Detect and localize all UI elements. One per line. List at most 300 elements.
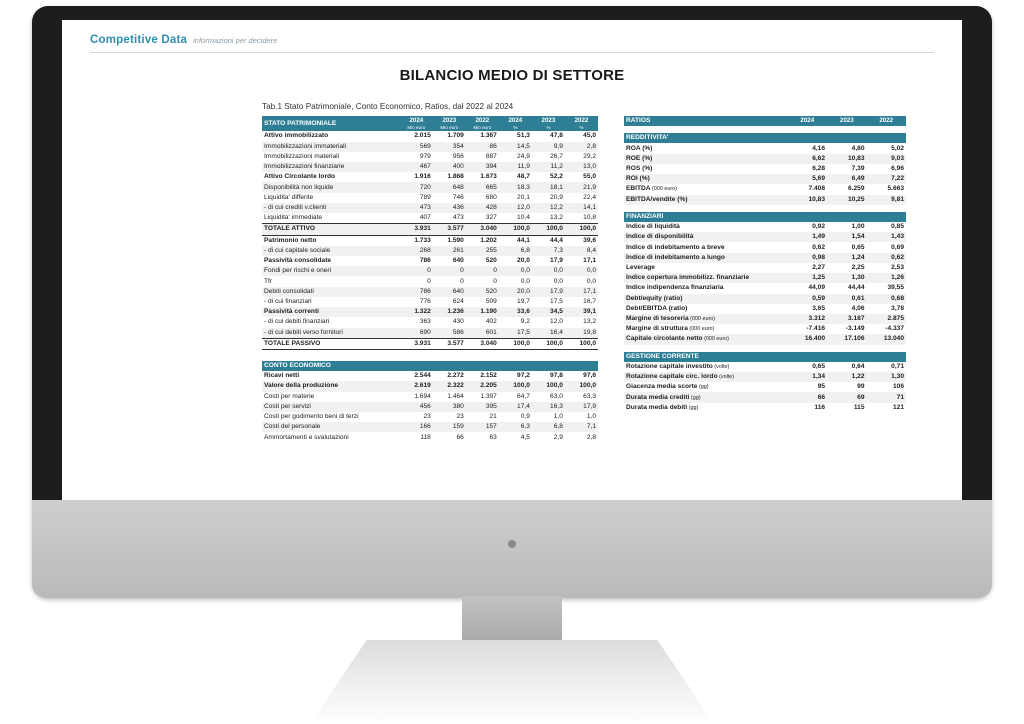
- row-label: ROE (%): [626, 154, 653, 162]
- row-value: 0,62: [891, 253, 904, 261]
- row-value: 0: [427, 267, 431, 275]
- row-value: 624: [452, 297, 464, 305]
- row-value: 1.709: [447, 132, 464, 140]
- row-value: 86: [489, 142, 497, 150]
- row-value: 8,4: [586, 246, 596, 254]
- row-value: 2,9: [553, 433, 563, 441]
- row-value: 63,0: [550, 392, 563, 400]
- row-label: Durata media debiti (gg): [626, 403, 699, 411]
- row-value: 17,9: [550, 287, 563, 295]
- row-label: Disponibilità non liquide: [264, 183, 334, 191]
- row-value: 586: [452, 328, 464, 336]
- row-label: Attivo immobilizzato: [264, 132, 329, 140]
- row-label: Debiti consolidati: [264, 287, 314, 295]
- finanziari-row: [624, 253, 906, 263]
- row-value: 789: [419, 193, 431, 201]
- row-value: -7.416: [806, 325, 826, 333]
- row-value: 6,8: [553, 423, 563, 431]
- brand-header: [90, 34, 934, 53]
- ce-row: [262, 402, 598, 412]
- redditivita-row: [624, 143, 906, 153]
- row-value: 2.322: [447, 382, 464, 390]
- row-value: 118: [420, 433, 431, 441]
- row-value: 9,9: [553, 142, 563, 150]
- row-label: - di cui crediti v.clienti: [264, 203, 327, 211]
- row-value: 63,3: [583, 392, 596, 400]
- row-value: 13,2: [583, 318, 596, 326]
- left-column: [262, 116, 598, 443]
- redditivita-row: [624, 174, 906, 184]
- row-value: 18,3: [517, 183, 530, 191]
- row-value: 16.400: [804, 335, 826, 343]
- row-unit: (000 euro): [688, 316, 716, 323]
- row-value: 14,5: [517, 142, 530, 150]
- ratios-header-label: RATIOS: [624, 116, 788, 126]
- row-unit: (volte): [712, 363, 730, 370]
- row-value: 1,26: [891, 274, 904, 282]
- row-value: 100,0: [579, 382, 596, 390]
- row-value: 100,0: [565, 224, 598, 235]
- redditivita-header-row: [624, 133, 906, 143]
- row-value: 9,2: [520, 318, 530, 326]
- row-value: 17,1: [583, 257, 596, 265]
- row-label: ROS (%): [626, 164, 653, 172]
- row-value: 0,0: [520, 267, 530, 275]
- row-label: Indice di indebitamento a breve: [626, 243, 725, 251]
- row-value: 0,0: [520, 277, 530, 285]
- finanziari-row: [624, 314, 906, 324]
- row-value: 2,53: [891, 263, 904, 271]
- row-value: 99: [857, 383, 865, 391]
- finanziari-header-row: [624, 212, 906, 222]
- row-value: 6,28: [812, 164, 826, 172]
- row-value: 10,25: [847, 195, 865, 203]
- row-value: 6,3: [520, 423, 530, 431]
- row-value: 34,5: [550, 308, 563, 316]
- ce-row: [262, 412, 598, 422]
- row-value: 17,5: [550, 297, 563, 305]
- row-value: 0,98: [812, 253, 826, 261]
- sp-row: [262, 246, 598, 256]
- row-value: 3.577: [433, 338, 466, 349]
- row-value: 0,69: [891, 243, 904, 251]
- row-value: 1.322: [414, 308, 431, 316]
- row-value: 520: [485, 257, 497, 265]
- row-label: Margine di struttura (000 euro): [626, 325, 715, 333]
- column-year-header: 2023 %: [532, 116, 565, 131]
- row-value: 354: [452, 142, 464, 150]
- spacer-row: [624, 205, 906, 212]
- row-label: Passività correnti: [264, 308, 319, 316]
- column-year-header: 2024: [788, 116, 827, 126]
- row-label: Indice indipendenza finanziaria: [626, 284, 724, 292]
- row-label: Rotazione capitale investito (volte): [626, 362, 730, 370]
- row-label: - di cui debiti finanziari: [264, 318, 330, 326]
- row-value: 0: [460, 267, 464, 275]
- row-value: 44,1: [517, 236, 530, 244]
- row-value: 6,49: [851, 175, 865, 183]
- stato-patrimoniale-header-row: [262, 116, 598, 131]
- row-unit: (000 euro): [687, 326, 715, 333]
- row-label: - di cui finanziari: [264, 297, 312, 305]
- row-value: 0,62: [812, 243, 826, 251]
- row-value: 1.694: [414, 392, 431, 400]
- ratios-table: [624, 116, 906, 413]
- row-label: Liquidita' immediate: [264, 214, 323, 222]
- redditivita-row: [624, 184, 906, 194]
- monitor-logo-icon: [508, 540, 516, 548]
- row-value: 1,49: [812, 233, 826, 241]
- section-header-label: GESTIONE CORRENTE: [624, 352, 906, 362]
- row-value: 0,0: [553, 267, 563, 275]
- row-value: 7,1: [586, 423, 596, 431]
- row-value: 786: [419, 287, 431, 295]
- row-value: 26,7: [550, 152, 563, 160]
- row-value: 44,44: [847, 284, 865, 292]
- sp-row: [262, 152, 598, 162]
- column-year-header: 2023: [827, 116, 866, 126]
- row-value: 0: [460, 277, 464, 285]
- row-value: 97,2: [517, 372, 530, 380]
- row-label: - di cui debiti verso fornitori: [264, 328, 343, 336]
- row-value: 17,4: [517, 402, 530, 410]
- row-value: 0,65: [851, 243, 865, 251]
- ce-row: [262, 432, 598, 442]
- row-value: 2.544: [414, 372, 431, 380]
- row-value: 17,9: [550, 257, 563, 265]
- row-value: 39,1: [583, 308, 596, 316]
- row-unit: (volte): [717, 374, 735, 381]
- row-value: 1,43: [891, 233, 904, 241]
- row-value: 20,9: [550, 193, 563, 201]
- sp-row: [262, 193, 598, 203]
- ce-row: [262, 422, 598, 432]
- row-value: 100,0: [513, 382, 530, 390]
- conto-economico-header-row: [262, 361, 598, 371]
- row-value: 100,0: [499, 224, 532, 235]
- row-value: 121: [892, 403, 904, 411]
- row-value: 55,0: [583, 173, 596, 181]
- row-value: 0,9: [520, 413, 530, 421]
- row-value: 16,7: [583, 297, 596, 305]
- row-value: 509: [485, 297, 497, 305]
- row-value: 400: [452, 163, 464, 171]
- gestione-corrente-row: [624, 392, 906, 402]
- row-value: 5,69: [812, 175, 826, 183]
- sp-row: [262, 338, 598, 349]
- row-value: 680: [485, 193, 497, 201]
- row-value: 4,80: [851, 144, 865, 152]
- gestione-corrente-row: [624, 403, 906, 413]
- column-year-header: 2023 Mio euro: [433, 116, 466, 131]
- row-value: 97,8: [550, 372, 563, 380]
- row-value: 720: [419, 183, 431, 191]
- row-value: 0: [493, 277, 497, 285]
- sp-row: [262, 256, 598, 266]
- row-value: 0,0: [586, 267, 596, 275]
- row-value: 18,1: [550, 183, 563, 191]
- sp-row: [262, 287, 598, 297]
- row-value: 640: [452, 257, 464, 265]
- stato-patrimoniale-table: [262, 116, 598, 350]
- row-value: 13.040: [883, 335, 904, 343]
- row-value: 1.916: [414, 173, 431, 181]
- redditivita-row: [624, 164, 906, 174]
- row-value: 17.106: [844, 335, 865, 343]
- row-value: 97,6: [583, 372, 596, 380]
- row-value: 456: [419, 402, 431, 410]
- row-value: 1.202: [480, 236, 497, 244]
- row-value: 0,0: [586, 277, 596, 285]
- row-label: Costi del personale: [264, 423, 321, 431]
- row-value: 10,83: [847, 154, 865, 162]
- row-value: 157: [485, 423, 497, 431]
- row-value: 436: [452, 203, 464, 211]
- section-header-label: CONTO ECONOMICO: [262, 361, 598, 371]
- row-value: 0,61: [851, 294, 865, 302]
- ce-row: [262, 392, 598, 402]
- row-value: 11,2: [550, 163, 563, 171]
- row-value: 776: [419, 297, 431, 305]
- spacer-row: [624, 345, 906, 352]
- row-value: 2,27: [812, 263, 826, 271]
- row-value: 7,39: [851, 164, 865, 172]
- row-value: 2,25: [851, 263, 865, 271]
- row-label: Leverage: [626, 263, 655, 271]
- row-value: 51,3: [517, 132, 530, 140]
- row-label: Costi per godimento beni di terzi: [264, 413, 359, 421]
- stato-patrimoniale-header-label: STATO PATRIMONIALE: [262, 116, 400, 131]
- row-value: 39,55: [887, 284, 904, 292]
- row-value: 0,92: [812, 223, 826, 231]
- row-label: Indice copertura immobilizz. finanziarie: [626, 274, 750, 282]
- row-value: 473: [452, 214, 464, 222]
- monitor-screen: [62, 20, 962, 500]
- row-value: 394: [485, 163, 497, 171]
- row-value: 690: [419, 328, 431, 336]
- row-value: 47,8: [550, 132, 563, 140]
- section-header-label: REDDITIVITA': [624, 133, 906, 143]
- spacer-cell: [624, 205, 906, 212]
- row-value: 786: [419, 257, 431, 265]
- column-year-header: 2024 Mio euro: [400, 116, 433, 131]
- row-label: Costi per servizi: [264, 402, 311, 410]
- row-unit: (000 euro): [702, 336, 729, 343]
- row-value: 1.367: [480, 132, 497, 140]
- row-value: 106: [892, 383, 904, 391]
- row-label: TOTALE PASSIVO: [262, 338, 400, 349]
- row-value: 12,0: [550, 318, 563, 326]
- row-label: Ammortamenti e svalutazioni: [264, 433, 349, 441]
- monitor-stand-base: [310, 640, 714, 724]
- sp-row: [262, 162, 598, 172]
- row-value: 2.205: [480, 382, 497, 390]
- row-value: 1,00: [851, 223, 865, 231]
- row-value: 100,0: [565, 338, 598, 349]
- row-value: 10,4: [517, 214, 530, 222]
- row-value: 9,03: [891, 154, 904, 162]
- row-label: Immobilizzazioni finanziarie: [264, 163, 345, 171]
- row-value: 20,0: [517, 287, 530, 295]
- row-value: 1,0: [553, 413, 563, 421]
- row-unit: (000 euro): [650, 186, 677, 193]
- row-label: Capitale circolante netto (000 euro): [626, 335, 729, 343]
- row-value: 71: [896, 393, 904, 401]
- row-label: Passività consolidate: [264, 257, 332, 265]
- row-value: 0,71: [891, 362, 904, 370]
- sp-row: [262, 142, 598, 152]
- row-value: 66: [817, 393, 826, 401]
- row-value: 0,0: [553, 277, 563, 285]
- row-value: 24,9: [517, 152, 530, 160]
- row-value: 7,22: [891, 175, 904, 183]
- row-value: 0,64: [851, 362, 865, 370]
- row-value: 1,34: [812, 373, 826, 381]
- spacer-cell: [624, 345, 906, 352]
- row-value: 4,16: [812, 144, 826, 152]
- row-value: 601: [485, 328, 497, 336]
- row-label: Margine di tesoreria (000 euro): [626, 315, 716, 323]
- sp-row: [262, 276, 598, 286]
- row-value: 2.875: [887, 315, 904, 323]
- row-value: 1.673: [480, 173, 497, 181]
- row-value: 4,06: [851, 304, 865, 312]
- row-value: 261: [452, 246, 464, 254]
- row-value: 956: [452, 152, 464, 160]
- row-value: 39,6: [583, 236, 596, 244]
- row-value: 52,2: [550, 173, 563, 181]
- row-value: 7,3: [553, 246, 563, 254]
- row-value: 2.272: [447, 372, 464, 380]
- row-value: 3,78: [891, 304, 904, 312]
- row-value: 7.408: [808, 185, 826, 193]
- row-label: Durata media crediti (gg): [626, 393, 701, 401]
- finanziari-row: [624, 242, 906, 252]
- row-value: 23: [456, 413, 464, 421]
- row-label: Indice di liquidità: [626, 223, 680, 231]
- row-value: 23: [423, 413, 431, 421]
- row-value: -4.337: [885, 325, 904, 333]
- row-value: 44,09: [808, 284, 826, 292]
- row-value: 255: [485, 246, 497, 254]
- finanziari-row: [624, 334, 906, 344]
- row-value: 569: [419, 142, 431, 150]
- row-value: 159: [452, 423, 464, 431]
- row-value: 63: [489, 433, 497, 441]
- row-value: 100,0: [532, 338, 565, 349]
- row-label: Liquidita' differite: [264, 193, 314, 201]
- row-value: 473: [419, 203, 431, 211]
- row-label: Giacenza media scorte (gg): [626, 383, 709, 391]
- gestione-corrente-header-row: [624, 352, 906, 362]
- section-header-label: FINANZIARI: [624, 212, 906, 222]
- row-value: 0,85: [891, 223, 904, 231]
- row-label: ROA (%): [626, 144, 653, 152]
- row-value: 21: [489, 413, 497, 421]
- row-value: 5,02: [891, 144, 904, 152]
- brand-name: Competitive Data: [90, 34, 188, 46]
- finanziari-row: [624, 304, 906, 314]
- row-value: 3.312: [808, 315, 826, 323]
- row-value: 1.464: [447, 392, 464, 400]
- row-label: Indice di disponibilità: [626, 233, 694, 241]
- row-value: 1.733: [414, 236, 431, 244]
- row-value: 19,8: [583, 328, 596, 336]
- brand-tagline: informazioni per decidere: [193, 36, 278, 45]
- column-year-header: 2022 %: [565, 116, 598, 131]
- row-value: 20,0: [517, 257, 530, 265]
- row-value: 69: [857, 393, 865, 401]
- row-value: 430: [452, 318, 464, 326]
- row-label: Debt/EBITDA (ratio): [626, 304, 688, 312]
- row-value: 9,81: [891, 195, 904, 203]
- right-column: [624, 116, 906, 443]
- row-label: Debt/equity (ratio): [626, 294, 683, 302]
- row-value: 268: [419, 246, 431, 254]
- ratios-header-row: [624, 116, 906, 126]
- sp-row: [262, 297, 598, 307]
- sp-row: [262, 224, 598, 235]
- row-value: 979: [419, 152, 431, 160]
- row-value: 11,9: [517, 163, 530, 171]
- finanziari-row: [624, 222, 906, 232]
- monitor-neck: [462, 596, 562, 644]
- row-label: - di cui capitale sociale: [264, 246, 331, 254]
- row-value: 746: [452, 193, 464, 201]
- row-value: 0: [427, 277, 431, 285]
- row-value: 1.590: [447, 236, 464, 244]
- finanziari-row: [624, 232, 906, 242]
- row-value: 166: [419, 423, 431, 431]
- row-value: 0: [493, 267, 497, 275]
- row-unit: (gg): [689, 394, 701, 401]
- row-value: 3,65: [812, 304, 826, 312]
- row-label: Ricavi netti: [264, 372, 300, 380]
- row-value: 2,8: [586, 433, 596, 441]
- finanziari-row: [624, 263, 906, 273]
- row-label: ROI (%): [626, 175, 650, 183]
- sp-row: [262, 213, 598, 224]
- row-value: 20,1: [517, 193, 530, 201]
- spacer-cell: [624, 126, 906, 133]
- page-title: BILANCIO MEDIO DI SETTORE: [399, 67, 625, 84]
- row-value: 33,6: [517, 308, 530, 316]
- table-caption: Tab.1 Stato Patrimoniale, Conto Economico, Ratios, dal 2022 al 2024: [262, 102, 514, 111]
- row-value: 3.931: [400, 338, 433, 349]
- row-value: 0,68: [891, 294, 904, 302]
- row-value: 4,5: [520, 433, 530, 441]
- row-label: EBITDA (000 euro): [626, 185, 677, 193]
- row-label: Immobilizzazioni immateriali: [264, 142, 347, 150]
- row-label: Immobilizzazioni materiali: [264, 152, 340, 160]
- row-value: 395: [485, 402, 497, 410]
- row-unit: (gg): [687, 404, 699, 411]
- row-value: 3.187: [847, 315, 865, 323]
- row-value: 10,8: [583, 214, 596, 222]
- column-year-header: 2024 %: [499, 116, 532, 131]
- row-value: 1,30: [891, 373, 904, 381]
- row-value: 5.663: [887, 185, 904, 193]
- sp-row: [262, 328, 598, 339]
- finanziari-row: [624, 273, 906, 283]
- sp-row: [262, 203, 598, 213]
- row-value: 3.040: [466, 224, 499, 235]
- tables-columns: [90, 116, 934, 443]
- row-value: 3.040: [466, 338, 499, 349]
- redditivita-row: [624, 154, 906, 164]
- row-label: Tfr: [264, 277, 273, 285]
- row-label: Costi per materie: [264, 392, 315, 400]
